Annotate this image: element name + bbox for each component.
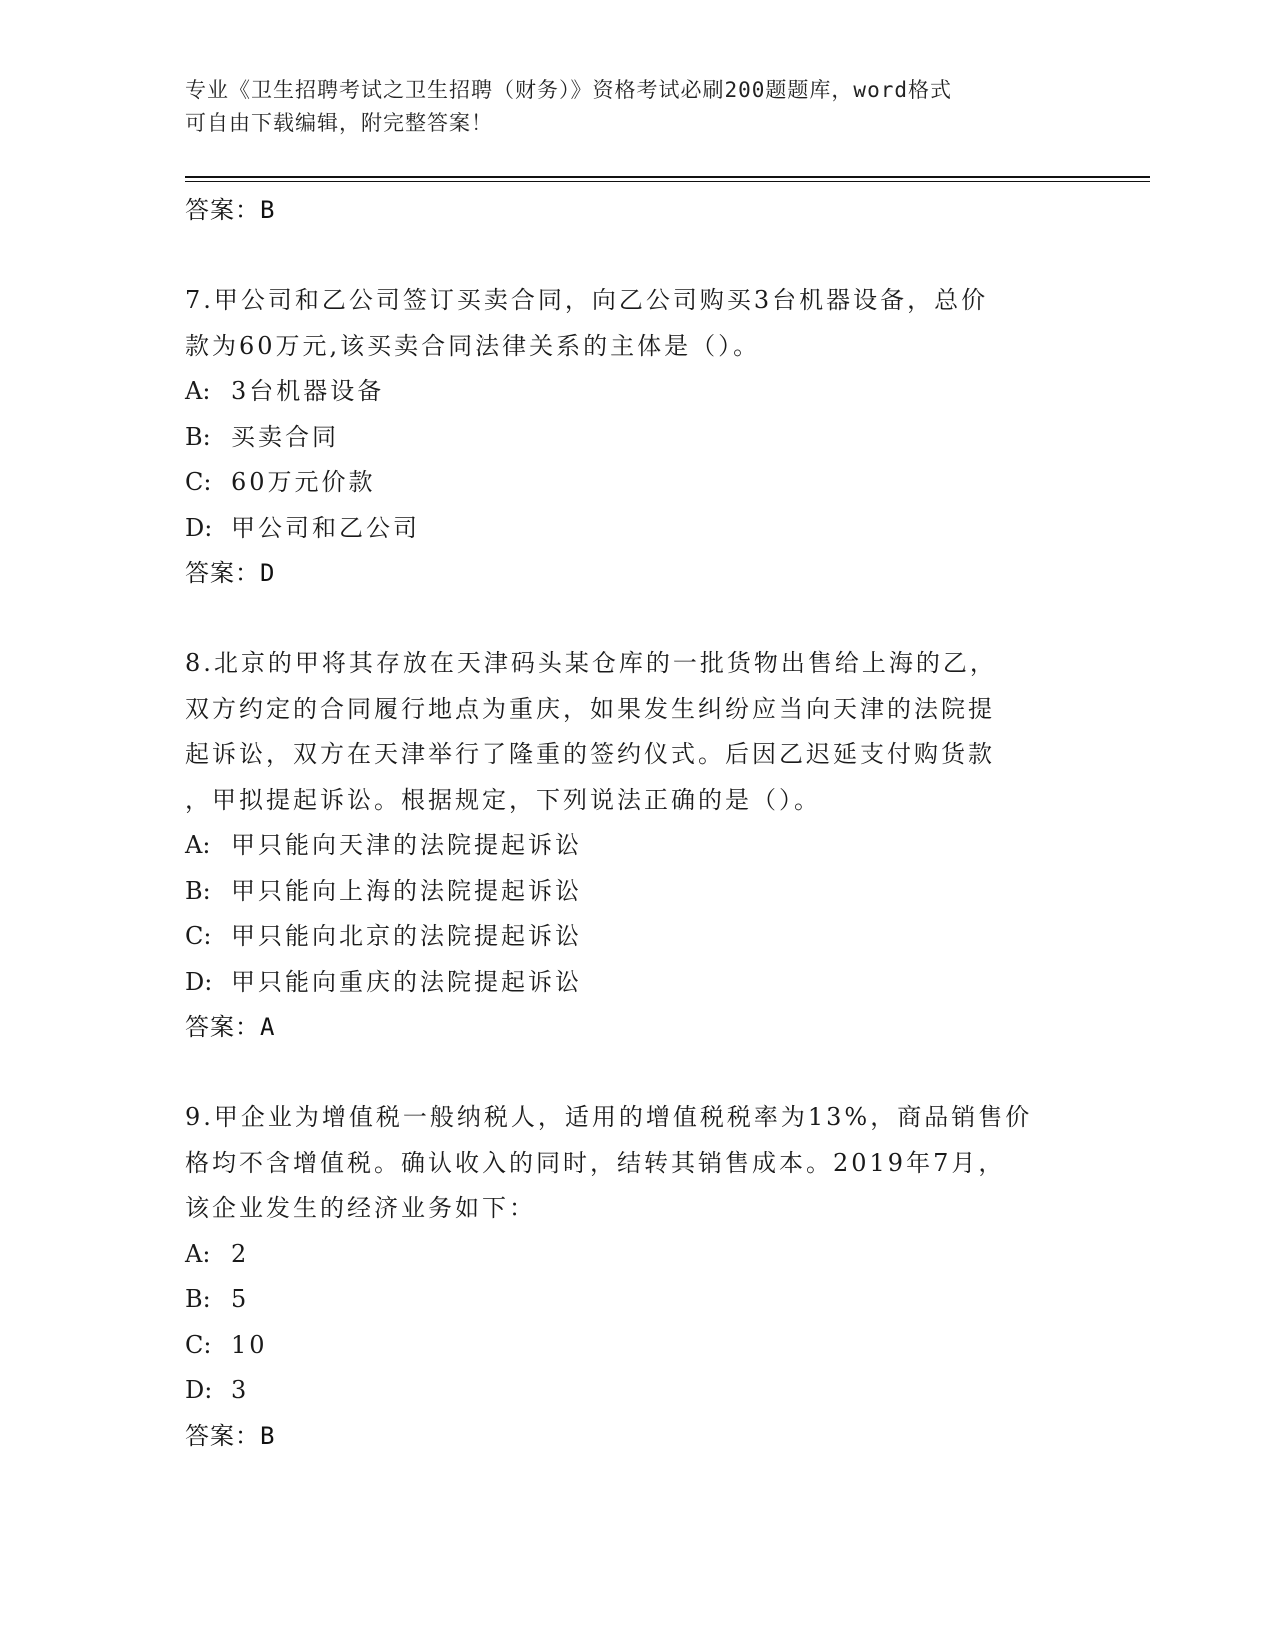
option-c — [185, 914, 1085, 960]
answer-line: 答案：B — [185, 1421, 276, 1450]
option-b — [185, 869, 1085, 915]
question-line: 该企业发生的经济业务如下： — [185, 1194, 536, 1222]
option-text: 甲只能向重庆的法院提起诉讼 — [231, 967, 582, 996]
document-header — [185, 74, 1065, 140]
option-text: 10 — [231, 1330, 268, 1359]
option-label: C: — [185, 1330, 212, 1359]
option-c — [185, 1323, 1085, 1369]
option-text: 甲只能向上海的法院提起诉讼 — [231, 876, 582, 905]
question-line: 款为60万元,该买卖合同法律关系的主体是（）。 — [185, 331, 761, 360]
option-label: A: — [185, 377, 211, 405]
question-list — [185, 188, 1085, 1459]
question-line: 格均不含增值税。确认收入的同时，结转其销售成本。2019年7月， — [185, 1148, 1006, 1177]
option-b — [185, 415, 1085, 461]
question-text — [185, 1095, 1085, 1232]
question-line: 起诉讼，双方在天津举行了隆重的签约仪式。后因乙迟延支付购货款 — [185, 740, 995, 768]
option-text: 3 — [231, 1376, 250, 1404]
option-d — [185, 960, 1085, 1006]
option-text: 甲只能向天津的法院提起诉讼 — [231, 831, 582, 859]
question-text — [185, 641, 1085, 823]
header-line-2: 可自由下载编辑，附完整答案！ — [185, 111, 493, 135]
option-label: D: — [185, 1376, 213, 1404]
header-rule-thick — [185, 176, 1150, 178]
option-a — [185, 369, 1085, 415]
option-b — [185, 1277, 1085, 1323]
option-text: 2 — [231, 1239, 250, 1268]
answer-line: 答案：A — [185, 1013, 276, 1041]
option-text: 甲只能向北京的法院提起诉讼 — [231, 922, 582, 950]
option-label: D: — [185, 513, 213, 542]
question-block — [185, 278, 1085, 596]
option-label: B: — [185, 1285, 211, 1313]
option-d — [185, 1368, 1085, 1414]
option-text: 甲公司和乙公司 — [231, 513, 420, 542]
option-label: C: — [185, 922, 212, 950]
question-block — [185, 1095, 1085, 1459]
option-label: A: — [185, 831, 211, 859]
option-a — [185, 1232, 1085, 1278]
option-label: B: — [185, 422, 211, 451]
option-label: A: — [185, 1239, 211, 1268]
option-label: B: — [185, 876, 211, 905]
question-line: 双方约定的合同履行地点为重庆，如果发生纠纷应当向天津的法院提 — [185, 694, 995, 723]
option-c — [185, 460, 1085, 506]
option-label: D: — [185, 967, 213, 996]
option-text: 3台机器设备 — [231, 377, 385, 405]
answer-line: 答案：B — [185, 196, 276, 224]
option-text: 60万元价款 — [231, 468, 376, 496]
question-line: ，甲拟提起诉讼。根据规定，下列说法正确的是（）。 — [185, 785, 821, 814]
option-text: 5 — [231, 1285, 250, 1313]
option-text: 买卖合同 — [231, 422, 339, 451]
answer-line: 答案：D — [185, 559, 276, 587]
header-rule-thin — [185, 181, 1150, 182]
question-block — [185, 641, 1085, 1050]
question-line: 8.北京的甲将其存放在天津码头某仓库的一批货物出售给上海的乙， — [185, 649, 997, 677]
question-line: 7.甲公司和乙公司签订买卖合同，向乙公司购买3台机器设备，总价 — [185, 286, 989, 314]
header-line-1: 专业《卫生招聘考试之卫生招聘（财务）》资格考试必刷200题题库，word格式 — [185, 78, 952, 102]
option-d — [185, 506, 1085, 552]
option-a — [185, 823, 1085, 869]
question-line: 9.甲企业为增值税一般纳税人，适用的增值税税率为13%，商品销售价 — [185, 1103, 1033, 1131]
question-text — [185, 278, 1085, 369]
option-label: C: — [185, 468, 212, 496]
